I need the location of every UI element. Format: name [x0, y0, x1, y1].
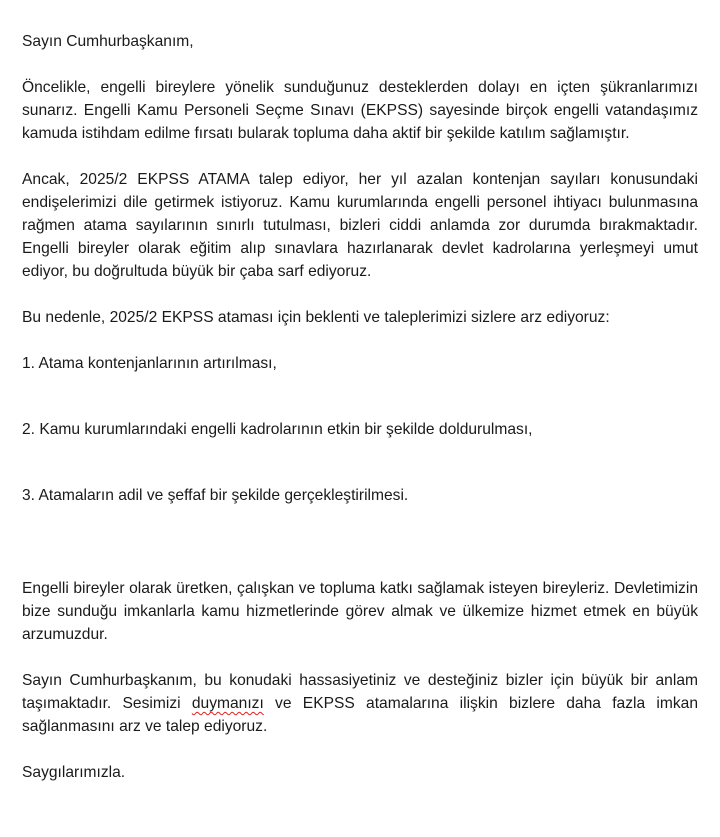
letter-salutation: Sayın Cumhurbaşkanım, [22, 33, 194, 50]
paragraph-aspiration: Engelli bireyler olarak üretken, çalışkan ve topluma katkı sağlamak isteyen bireyleriz. Devletimizin bize sunduğu imkanlarla kamu hizmetlerinde görev almak ve ülkemize hizmet etmek en büyük arzumuzdur. [22, 580, 698, 643]
spellcheck-flagged-word[interactable]: duymanızı [191, 695, 264, 712]
paragraph-concerns: Ancak, 2025/2 EKPSS ATAMA talep ediyor, her yıl azalan kontenjan sayıları konusundaki endişelerimizi dile getirmek istiyoruz. Kamu kurumlarında engelli personel ihtiyacı bulunmasına rağmen atama sayılarının sınırlı tutulması, bizleri ciddi anlamda zor durumda bırakmaktadır. Engelli bireyler olarak eğitim alıp sınavlara hazırlanarak devlet kadrolarına yerleşmeyi umut ediyor, bu doğrultuda büyük bir çaba sarf ediyoruz. [22, 171, 698, 280]
letter-document [22, 30, 698, 784]
request-text-end: ve EKPSS atamalarına ilişkin bizlere daha fazla imkan sağlanmasını arz ve talep ediyoruz. [22, 695, 698, 735]
request-text-start: Sayın Cumhurbaşkanım, bu konudaki hassasiyetiniz ve desteğiniz bizler için büyük bir anlam taşımaktadır. Sesimizi [22, 672, 698, 712]
paragraph-demands-intro: Bu nedenle, 2025/2 EKPSS ataması için beklenti ve taleplerimizi sizlere arz ediyoruz: [22, 309, 610, 326]
demand-item-2: 2. Kamu kurumlarındaki engelli kadrolarının etkin bir şekilde doldurulması, [22, 421, 533, 438]
paragraph-request [22, 669, 698, 738]
paragraph-gratitude: Öncelikle, engelli bireylere yönelik sunduğunuz desteklerden dolayı en içten şükranlarımızı sunarız. Engelli Kamu Personeli Seçme Sınavı (EKPSS) sayesinde birçok engelli vatandaşımız kamuda istihdam edilme fırsatı bularak topluma daha aktif bir şekilde katılım sağlamıştır. [22, 79, 698, 142]
demand-item-1: 1. Atama kontenjanlarının artırılması, [22, 355, 277, 372]
letter-closing: Saygılarımızla. [22, 764, 126, 781]
demand-item-3: 3. Atamaların adil ve şeffaf bir şekilde gerçekleştirilmesi. [22, 487, 409, 504]
